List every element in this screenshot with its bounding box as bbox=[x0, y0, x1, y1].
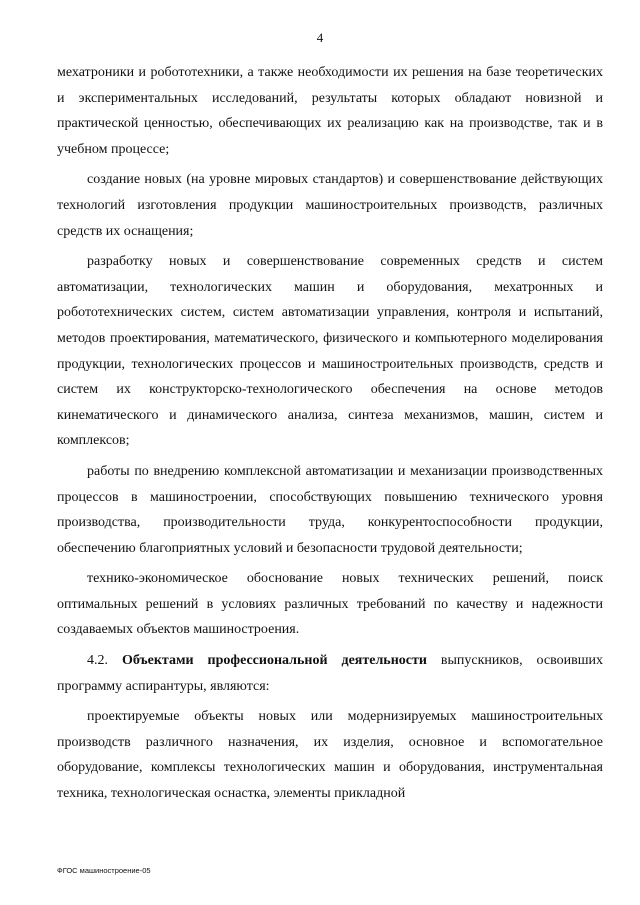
document-body bbox=[57, 60, 603, 812]
paragraph-mechanization-works: работы по внедрению комплексной автоматизации и механизации производственных процессов в машиностроении, способствующих повышению технического уровня производства, производительности труда, конкурентоспособности продукции, обеспечению благоприятных условий и безопасности трудовой деятельности; bbox=[57, 463, 603, 556]
paragraph-designed-objects: проектируемые объекты новых или модернизируемых машиностроительных производств различного назначения, их изделия, основное и вспомогательное оборудование, комплексы технологических машин и оборудования, инструментальная техника, технологическая оснастка, элементы прикладной bbox=[57, 709, 603, 802]
paragraph-continuation: мехатроники и робототехники, а также необходимости их решения на базе теоретических и экспериментальных исследований, результаты которых обладают новизной и практической ценностью, обеспечивающих их реализацию как на производстве, так и в учебном процессе; bbox=[57, 65, 603, 157]
paragraph-section-4-2 bbox=[57, 648, 603, 699]
paragraph-new-standards: создание новых (на уровне мировых стандартов) и совершенствование действующих технологий изготовления продукции машиностроительных производств, различных средств их оснащения; bbox=[57, 172, 603, 239]
section-heading-rest: выпускников, освоивших программу аспирантуры, являются: bbox=[57, 653, 603, 694]
section-heading-bold: Объектами профессиональной деятельности bbox=[121, 653, 427, 669]
paragraph-economic-justification: технико-экономическое обоснование новых технических решений, поиск оптимальных решений в условиях различных требований по качеству и надежности создаваемых объектов машиностроения. bbox=[57, 571, 603, 638]
paragraph-automation-development: разработку новых и совершенствование современных средств и систем автоматизации, технологических машин и оборудования, мехатронных и робототехнических систем, систем автоматизации управления, контроля и испытаний, методов проектирования, математического, физического и компьютерного моделирования продукции, технологических процессов и машиностроительных производств, средств и систем их конструкторско-технологического обеспечения на основе методов кинематического и динамического анализа, синтеза механизмов, машин, систем и комплексов; bbox=[57, 254, 603, 449]
page-number: 4 bbox=[316, 30, 324, 45]
footer-label: ФГОС машиностроение-05 bbox=[57, 866, 151, 875]
section-number: 4.2. bbox=[87, 653, 122, 669]
